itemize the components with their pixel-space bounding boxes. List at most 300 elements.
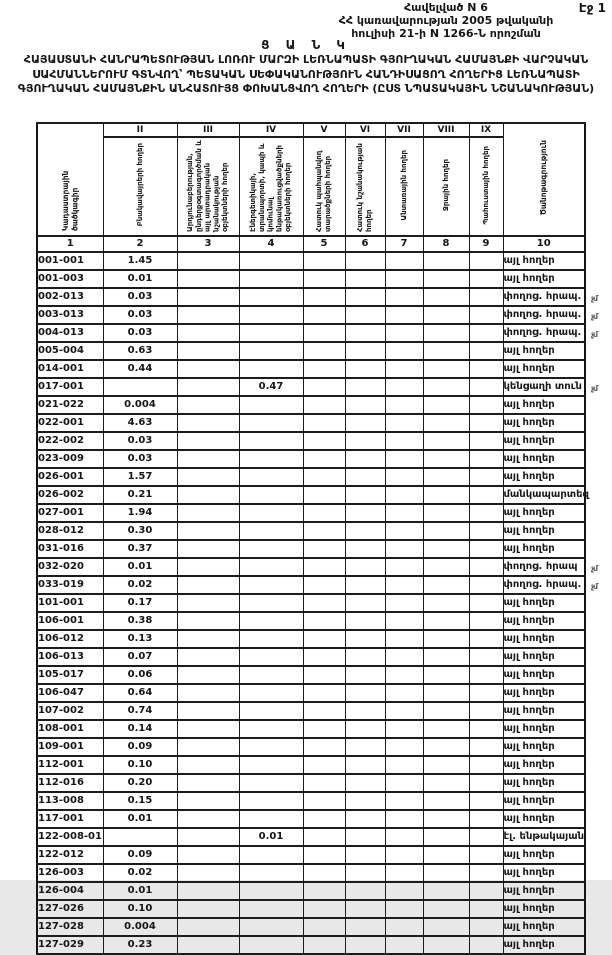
cell-area-value <box>177 810 239 828</box>
cell-area-value <box>177 792 239 810</box>
cell-area-value <box>303 342 345 360</box>
cell-area-value <box>239 774 303 792</box>
header-reserve-lands: Պահուստային հողեր <box>469 137 503 236</box>
cell-area-value <box>239 342 303 360</box>
cell-area-value <box>303 414 345 432</box>
cell-area-value <box>177 252 239 270</box>
cell-area-value <box>239 864 303 882</box>
cell-cadastral-code: 122-012 <box>37 846 103 864</box>
cell-area-value <box>423 396 469 414</box>
cell-cadastral-code: 001-001 <box>37 252 103 270</box>
cell-note: այլ հողեր <box>503 666 585 684</box>
handwritten-margin-mark: չմ <box>591 294 598 303</box>
table-row <box>37 720 585 738</box>
page-number: Էջ 1 <box>578 1 606 15</box>
cell-cadastral-code: 031-016 <box>37 540 103 558</box>
cell-area-value <box>469 936 503 954</box>
cell-area-value <box>345 540 385 558</box>
cell-area-value <box>385 576 423 594</box>
table-row <box>37 846 585 864</box>
cell-area-value <box>345 378 385 396</box>
cell-area-value <box>423 648 469 666</box>
cell-area-value <box>345 900 385 918</box>
cell-note: այլ հողեր <box>503 648 585 666</box>
cell-area-value: 0.17 <box>103 594 177 612</box>
cell-cadastral-code: 127-026 <box>37 900 103 918</box>
cell-area-value <box>303 594 345 612</box>
cell-area-value <box>469 342 503 360</box>
cell-note: այլ հողեր <box>503 432 585 450</box>
cell-area-value <box>239 630 303 648</box>
cell-area-value <box>177 288 239 306</box>
column-number: 1 <box>37 236 103 252</box>
cell-area-value <box>303 558 345 576</box>
cell-area-value <box>385 738 423 756</box>
cell-area-value <box>345 468 385 486</box>
cell-area-value <box>177 594 239 612</box>
column-number: 6 <box>345 236 385 252</box>
header-cadastral-code <box>37 123 103 236</box>
annex-line: Հավելված N 6 <box>404 1 488 14</box>
cell-area-value <box>177 414 239 432</box>
cell-area-value <box>239 900 303 918</box>
cell-area-value <box>345 630 385 648</box>
cell-area-value <box>423 828 469 846</box>
cell-note: փողոց. հրապ. չմ <box>503 576 585 594</box>
cell-area-value <box>469 738 503 756</box>
cell-area-value <box>385 558 423 576</box>
handwritten-margin-mark: չմ <box>591 582 598 591</box>
cell-area-value <box>303 576 345 594</box>
table-row <box>37 414 585 432</box>
cell-area-value <box>385 432 423 450</box>
cell-note: այլ հողեր <box>503 504 585 522</box>
cell-area-value <box>177 756 239 774</box>
cell-area-value <box>177 648 239 666</box>
cell-area-value <box>345 414 385 432</box>
cell-area-value <box>239 702 303 720</box>
cell-area-value <box>177 432 239 450</box>
roman-numeral: III <box>177 123 239 137</box>
cell-area-value <box>303 864 345 882</box>
cell-area-value <box>385 774 423 792</box>
table-row <box>37 306 585 324</box>
handwritten-margin-mark: չմ <box>591 330 598 339</box>
cell-area-value <box>385 630 423 648</box>
cell-area-value <box>469 432 503 450</box>
cell-cadastral-code: 113-008 <box>37 792 103 810</box>
cell-area-value <box>469 702 503 720</box>
cell-area-value <box>385 918 423 936</box>
table-row <box>37 936 585 954</box>
cell-area-value <box>239 540 303 558</box>
cell-note: այլ հողեր <box>503 360 585 378</box>
cell-area-value: 0.03 <box>103 450 177 468</box>
table-row <box>37 288 585 306</box>
roman-numeral: VII <box>385 123 423 137</box>
cell-area-value <box>303 252 345 270</box>
cell-cadastral-code: 109-001 <box>37 738 103 756</box>
cell-area-value <box>303 324 345 342</box>
cell-cadastral-code: 106-013 <box>37 648 103 666</box>
cell-area-value <box>469 540 503 558</box>
document-title <box>6 39 606 97</box>
cell-area-value <box>469 900 503 918</box>
cell-area-value <box>385 648 423 666</box>
cell-note: այլ հողեր <box>503 918 585 936</box>
column-header-row <box>37 137 585 236</box>
cell-area-value <box>303 522 345 540</box>
cell-area-value <box>423 252 469 270</box>
cell-area-value <box>469 612 503 630</box>
cell-area-value <box>423 558 469 576</box>
cell-area-value <box>239 792 303 810</box>
cell-area-value <box>303 756 345 774</box>
cell-area-value: 0.03 <box>103 324 177 342</box>
cell-area-value <box>177 774 239 792</box>
cell-area-value: 0.09 <box>103 846 177 864</box>
cell-area-value <box>177 738 239 756</box>
cell-area-value <box>303 396 345 414</box>
cell-area-value <box>469 270 503 288</box>
cell-area-value <box>177 378 239 396</box>
cell-note: այլ հողեր <box>503 612 585 630</box>
column-number: 9 <box>469 236 503 252</box>
cell-area-value: 0.20 <box>103 774 177 792</box>
cell-cadastral-code: 028-012 <box>37 522 103 540</box>
cell-note: այլ հողեր <box>503 702 585 720</box>
cell-area-value: 0.03 <box>103 288 177 306</box>
cell-area-value <box>345 342 385 360</box>
header-industrial-lands: Արդյունաբերության, ընդերքօգտագործման և այլ արտադրական նշանակության օբյեկտների հողեր <box>177 137 239 236</box>
cell-area-value <box>239 252 303 270</box>
column-number: 7 <box>385 236 423 252</box>
cell-area-value: 0.02 <box>103 576 177 594</box>
cell-area-value <box>239 522 303 540</box>
header-infrastructure-lands: Էներգետիկայի, տրանսպորտի, կապի և կոմունալ ենթակառուցվածքների օբյեկտների հողեր <box>239 137 303 236</box>
title-body: ՀԱՅԱՍՏԱՆԻ ՀԱՆՐԱՊԵՏՈՒԹՅԱՆ ԼՈՌՈՒ ՄԱՐԶԻ ԼԵՌՆԱՊԱՏԻ ԳՅՈՒՂԱԿԱՆ ՀԱՄԱՅՆՔԻ ՎԱՐՉԱԿԱՆ ՍԱՀՄԱՆՆԵՐՈՒՄ ԳՏՆՎՈՂ՝ ՊԵՏԱԿԱՆ ՍԵՓԱԿԱՆՈՒԹՅՈՒՆ ՀԱՆԴԻՍԱՑՈՂ ՀՈՂԵՐԻՑ ԼԵՌՆԱՊԱՏԻ ԳՅՈՒՂԱԿԱՆ ՀԱՄԱՅՆՔԻՆ ԱՆՀԱՏՈՒՅՑ ՓՈԽԱՆՑՎՈՂ ՀՈՂԵՐԻ (ԸՍՏ ՆՊԱՏԱԿԱՅԻՆ ՆՇԱՆԱԿՈՒԹՅԱՆ) <box>17 53 595 95</box>
cell-cadastral-code: 126-004 <box>37 882 103 900</box>
cell-area-value <box>303 288 345 306</box>
cell-area-value <box>469 684 503 702</box>
cell-area-value <box>469 306 503 324</box>
cell-area-value: 1.57 <box>103 468 177 486</box>
table-row <box>37 810 585 828</box>
table-row <box>37 576 585 594</box>
cell-area-value <box>385 306 423 324</box>
cell-area-value <box>385 846 423 864</box>
cell-area-value <box>303 702 345 720</box>
cell-cadastral-code: 005-004 <box>37 342 103 360</box>
cell-area-value: 0.06 <box>103 666 177 684</box>
cell-area-value <box>177 270 239 288</box>
land-transfer-table <box>36 122 598 955</box>
cell-area-value <box>469 522 503 540</box>
cell-area-value <box>177 828 239 846</box>
cell-area-value <box>385 288 423 306</box>
cell-area-value <box>345 396 385 414</box>
cell-area-value <box>469 450 503 468</box>
table-row <box>37 468 585 486</box>
table-row <box>37 522 585 540</box>
cell-area-value <box>345 846 385 864</box>
cell-area-value <box>345 738 385 756</box>
cell-area-value: 0.004 <box>103 918 177 936</box>
cell-area-value <box>239 738 303 756</box>
cell-area-value <box>345 918 385 936</box>
cell-area-value: 0.30 <box>103 522 177 540</box>
header-note <box>503 123 585 236</box>
cell-area-value <box>303 774 345 792</box>
cell-area-value: 0.21 <box>103 486 177 504</box>
header-settlement-lands: Բնակավայրերի հողեր <box>103 137 177 236</box>
cell-area-value <box>177 540 239 558</box>
cell-area-value <box>423 522 469 540</box>
cell-area-value <box>303 936 345 954</box>
cell-note: փողոց. հրապ. չմ <box>503 306 585 324</box>
cell-area-value <box>345 612 385 630</box>
cell-area-value <box>345 702 385 720</box>
cell-area-value <box>469 846 503 864</box>
header-forest-lands: Անտառային հողեր <box>385 137 423 236</box>
table-row <box>37 900 585 918</box>
header-cadastral-code-label: Կադաստրային ծածկագիր <box>60 170 80 231</box>
cell-cadastral-code: 127-029 <box>37 936 103 954</box>
annex-reference <box>290 1 602 40</box>
cell-note: փողոց. հրապ. չմ <box>503 324 585 342</box>
cell-area-value <box>239 648 303 666</box>
cell-area-value <box>469 792 503 810</box>
cell-area-value <box>385 810 423 828</box>
cell-area-value <box>303 684 345 702</box>
cell-area-value <box>239 720 303 738</box>
cell-cadastral-code: 027-001 <box>37 504 103 522</box>
cell-area-value <box>385 522 423 540</box>
roman-numeral: II <box>103 123 177 137</box>
cell-area-value <box>385 414 423 432</box>
cell-area-value <box>303 918 345 936</box>
cell-area-value <box>177 864 239 882</box>
cell-area-value <box>385 486 423 504</box>
annex-line: ՀՀ կառավարության 2005 թվականի <box>338 14 554 27</box>
cell-area-value <box>177 882 239 900</box>
cell-cadastral-code: 026-002 <box>37 486 103 504</box>
cell-area-value <box>385 450 423 468</box>
cell-area-value <box>385 594 423 612</box>
cell-area-value: 0.03 <box>103 432 177 450</box>
cell-area-value <box>469 360 503 378</box>
cell-note: այլ հողեր <box>503 540 585 558</box>
cell-area-value <box>423 432 469 450</box>
table-row <box>37 756 585 774</box>
cell-area-value <box>469 504 503 522</box>
cell-area-value <box>303 540 345 558</box>
cell-note: այլ հողեր <box>503 864 585 882</box>
cell-area-value <box>385 504 423 522</box>
cell-area-value <box>239 918 303 936</box>
cell-area-value <box>345 486 385 504</box>
cell-area-value <box>469 396 503 414</box>
cell-area-value: 0.10 <box>103 900 177 918</box>
cell-area-value: 0.01 <box>103 882 177 900</box>
cell-area-value <box>303 306 345 324</box>
table-row <box>37 324 585 342</box>
annex-line: հուլիսի 21-ի N 1266-Ն որոշման <box>351 27 541 40</box>
cell-area-value: 0.13 <box>103 630 177 648</box>
cell-note: այլ հողեր <box>503 774 585 792</box>
cell-area-value <box>423 882 469 900</box>
table-row <box>37 486 585 504</box>
column-number: 5 <box>303 236 345 252</box>
cell-note: մանկապարտեզ <box>503 486 585 504</box>
handwritten-margin-mark: չմ <box>591 384 598 393</box>
cell-area-value <box>239 882 303 900</box>
cell-area-value <box>303 612 345 630</box>
cell-area-value <box>345 792 385 810</box>
cell-area-value: 0.15 <box>103 792 177 810</box>
cell-area-value <box>177 468 239 486</box>
cell-area-value <box>423 738 469 756</box>
cell-note: այլ հողեր <box>503 396 585 414</box>
cell-area-value <box>423 324 469 342</box>
table-row <box>37 432 585 450</box>
cell-note: այլ հողեր <box>503 270 585 288</box>
cell-note: էլ. ենթակայան <box>503 828 585 846</box>
cell-cadastral-code: 003-013 <box>37 306 103 324</box>
cell-note: այլ հողեր <box>503 810 585 828</box>
cell-area-value <box>469 468 503 486</box>
cell-area-value <box>345 270 385 288</box>
table-row <box>37 360 585 378</box>
cell-area-value <box>385 720 423 738</box>
cell-cadastral-code: 021-022 <box>37 396 103 414</box>
cell-cadastral-code: 017-001 <box>37 378 103 396</box>
column-number: 4 <box>239 236 303 252</box>
cell-area-value: 0.02 <box>103 864 177 882</box>
cell-area-value <box>345 882 385 900</box>
cell-area-value <box>423 450 469 468</box>
table-row <box>37 702 585 720</box>
cell-note: այլ հողեր <box>503 342 585 360</box>
cell-area-value: 0.14 <box>103 720 177 738</box>
cell-area-value <box>469 864 503 882</box>
cell-area-value <box>239 558 303 576</box>
cell-cadastral-code: 107-002 <box>37 702 103 720</box>
cell-area-value <box>239 666 303 684</box>
cell-area-value <box>423 306 469 324</box>
cell-area-value <box>469 252 503 270</box>
cell-area-value <box>423 540 469 558</box>
cell-area-value <box>385 612 423 630</box>
roman-numeral: V <box>303 123 345 137</box>
table-row <box>37 738 585 756</box>
cell-note: այլ հողեր <box>503 792 585 810</box>
cell-area-value: 0.47 <box>239 378 303 396</box>
cell-area-value <box>423 918 469 936</box>
cell-area-value <box>423 270 469 288</box>
cell-area-value <box>177 522 239 540</box>
cell-area-value <box>469 810 503 828</box>
cell-area-value <box>385 342 423 360</box>
roman-numeral: VI <box>345 123 385 137</box>
cell-cadastral-code: 001-003 <box>37 270 103 288</box>
table-row <box>37 504 585 522</box>
cell-cadastral-code: 126-003 <box>37 864 103 882</box>
cell-area-value <box>239 756 303 774</box>
cell-area-value <box>423 594 469 612</box>
cell-area-value <box>303 270 345 288</box>
cell-area-value <box>303 468 345 486</box>
cell-area-value <box>423 504 469 522</box>
cell-area-value <box>345 810 385 828</box>
cell-area-value <box>385 666 423 684</box>
cell-area-value <box>469 630 503 648</box>
cell-area-value <box>469 324 503 342</box>
cell-area-value <box>469 486 503 504</box>
cell-area-value <box>177 900 239 918</box>
table-row <box>37 648 585 666</box>
cell-area-value <box>423 684 469 702</box>
cell-area-value <box>239 612 303 630</box>
cell-area-value <box>423 414 469 432</box>
table-row <box>37 540 585 558</box>
cell-area-value <box>423 720 469 738</box>
cell-area-value <box>177 612 239 630</box>
cell-note: այլ հողեր <box>503 720 585 738</box>
cell-area-value <box>423 936 469 954</box>
cell-area-value <box>385 378 423 396</box>
cell-area-value: 0.07 <box>103 648 177 666</box>
cell-note: այլ հողեր <box>503 594 585 612</box>
cell-area-value <box>303 378 345 396</box>
cell-area-value <box>239 360 303 378</box>
cell-area-value <box>177 720 239 738</box>
column-number: 10 <box>503 236 585 252</box>
cell-area-value <box>385 540 423 558</box>
cell-area-value <box>469 774 503 792</box>
cell-area-value <box>469 378 503 396</box>
cell-area-value <box>469 828 503 846</box>
cell-area-value <box>239 486 303 504</box>
cell-area-value: 0.09 <box>103 738 177 756</box>
table-row <box>37 612 585 630</box>
title-heading: Ց Ա Ն Կ <box>261 38 351 52</box>
cell-area-value <box>177 702 239 720</box>
cell-area-value <box>469 558 503 576</box>
cell-area-value <box>303 792 345 810</box>
cell-cadastral-code: 106-001 <box>37 612 103 630</box>
cell-note: այլ հողեր <box>503 414 585 432</box>
table-row <box>37 630 585 648</box>
cell-area-value <box>385 684 423 702</box>
cell-area-value <box>469 720 503 738</box>
cell-cadastral-code: 127-028 <box>37 918 103 936</box>
cell-area-value <box>385 396 423 414</box>
cell-area-value <box>385 360 423 378</box>
table-row <box>37 594 585 612</box>
cell-area-value <box>177 684 239 702</box>
cell-area-value: 0.01 <box>239 828 303 846</box>
cell-area-value <box>239 414 303 432</box>
cell-area-value <box>469 756 503 774</box>
cell-area-value <box>345 432 385 450</box>
cell-note: այլ հողեր <box>503 684 585 702</box>
cell-area-value <box>423 792 469 810</box>
table-row <box>37 558 585 576</box>
cell-area-value <box>345 594 385 612</box>
cell-area-value <box>177 306 239 324</box>
cell-area-value <box>177 918 239 936</box>
